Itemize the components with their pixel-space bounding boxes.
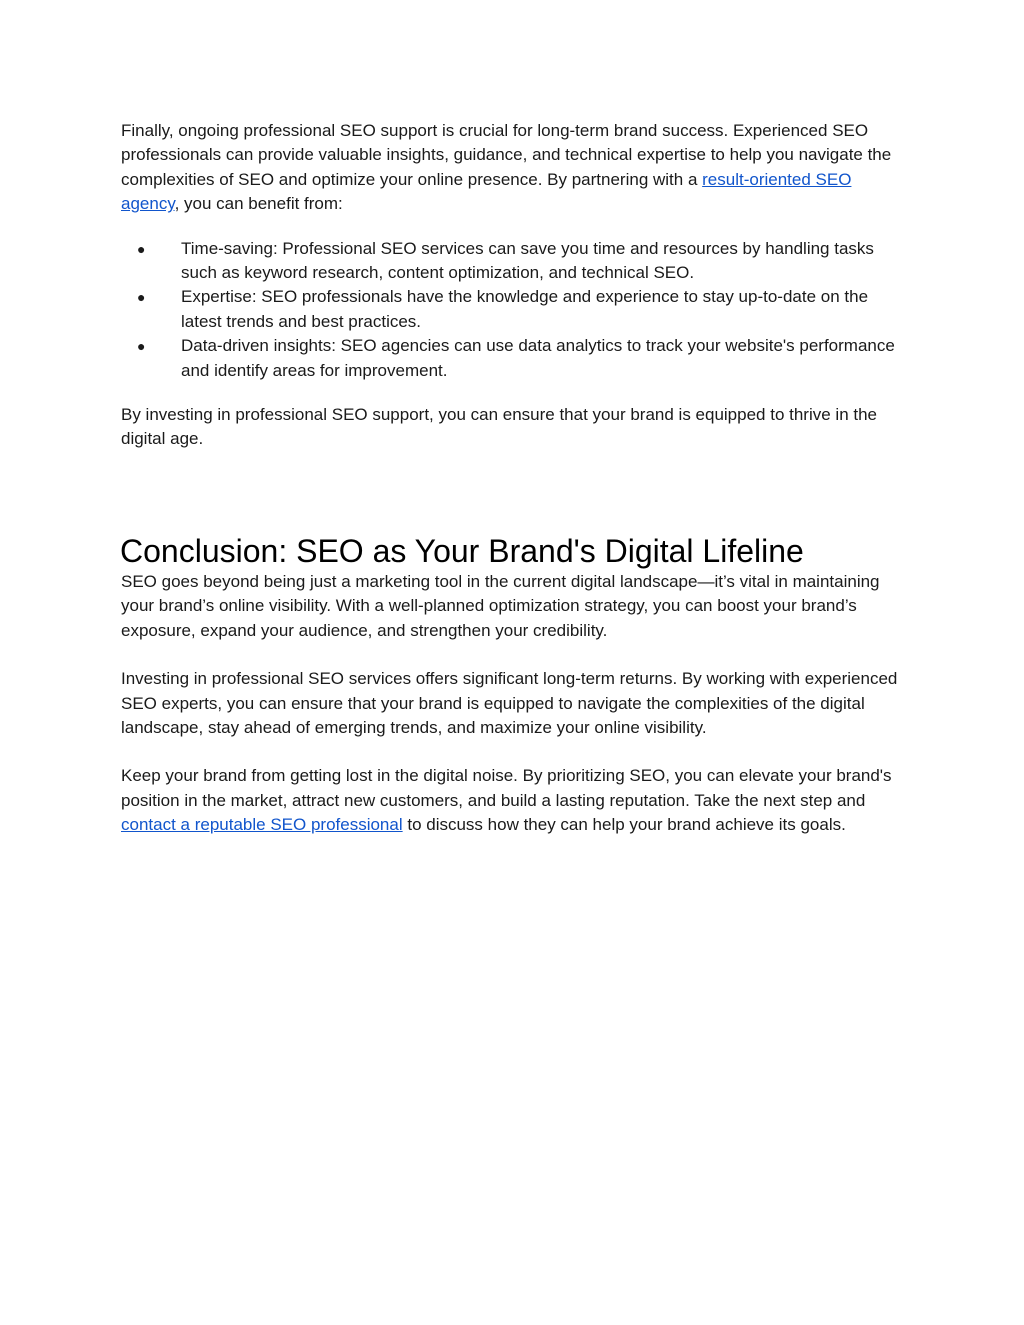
benefit-text: Expertise: SEO professionals have the knowledge and experience to stay up-to-date on the latest trends and best practices.	[181, 287, 869, 331]
bullet-icon: ●	[137, 240, 146, 257]
benefit-text: Time-saving: Professional SEO services can save you time and resources by handling tasks such as keyword research, content optimization, and technical SEO.	[181, 238, 874, 283]
bullet-icon: ●	[137, 289, 146, 306]
conclusion-text: Keep your brand from getting lost in the digital noise. By prioritizing SEO, you can elevate your brand's position in the market, attract new customers, and build a lasting reputation. Take the next step and	[121, 766, 892, 810]
conclusion-heading: Conclusion: SEO as Your Brand's Digital Lifeline	[120, 532, 804, 569]
intro-text-end: , you can benefit from:	[174, 194, 343, 214]
bullet-icon: ●	[137, 338, 146, 355]
list-item	[121, 334, 901, 383]
conclusion-paragraph-3	[121, 764, 901, 837]
conclusion-text-end: to discuss how they can help your brand achieve its goals.	[402, 815, 846, 835]
intro-paragraph	[121, 119, 901, 217]
benefit-text: Data-driven insights: SEO agencies can use data analytics to track your website's performance and identify areas for improvement.	[181, 336, 895, 380]
intro-text: Finally, ongoing professional SEO support is crucial for long-term brand success. Experienced SEO professionals can provide valuable insights, guidance, and technical expertise to help you navigate the complexities of SEO and optimize your online presence. By partnering with a	[121, 121, 892, 189]
seo-agency-link[interactable]: result-oriented SEO agency	[121, 169, 852, 214]
list-item	[121, 285, 901, 334]
closing-paragraph: By investing in professional SEO support, you can ensure that your brand is equipped to thrive in the digital age.	[121, 405, 878, 449]
document-content	[121, 119, 901, 838]
contact-seo-professional-link[interactable]: contact a reputable SEO professional	[121, 815, 403, 835]
benefits-list	[121, 237, 901, 383]
list-item	[121, 237, 901, 286]
conclusion-paragraph-1: SEO goes beyond being just a marketing tool in the current digital landscape—it’s vital in maintaining your brand’s online visibility. With a well-planned optimization strategy, you can boost your brand’s exposure, expand your audience, and strengthen your credibility.	[121, 571, 880, 640]
conclusion-paragraph-2: Investing in professional SEO services offers significant long-term returns. By working with experienced SEO experts, you can ensure that your brand is equipped to navigate the complexities of the digital landscape, stay ahead of emerging trends, and maximize your online visibility.	[121, 669, 898, 737]
